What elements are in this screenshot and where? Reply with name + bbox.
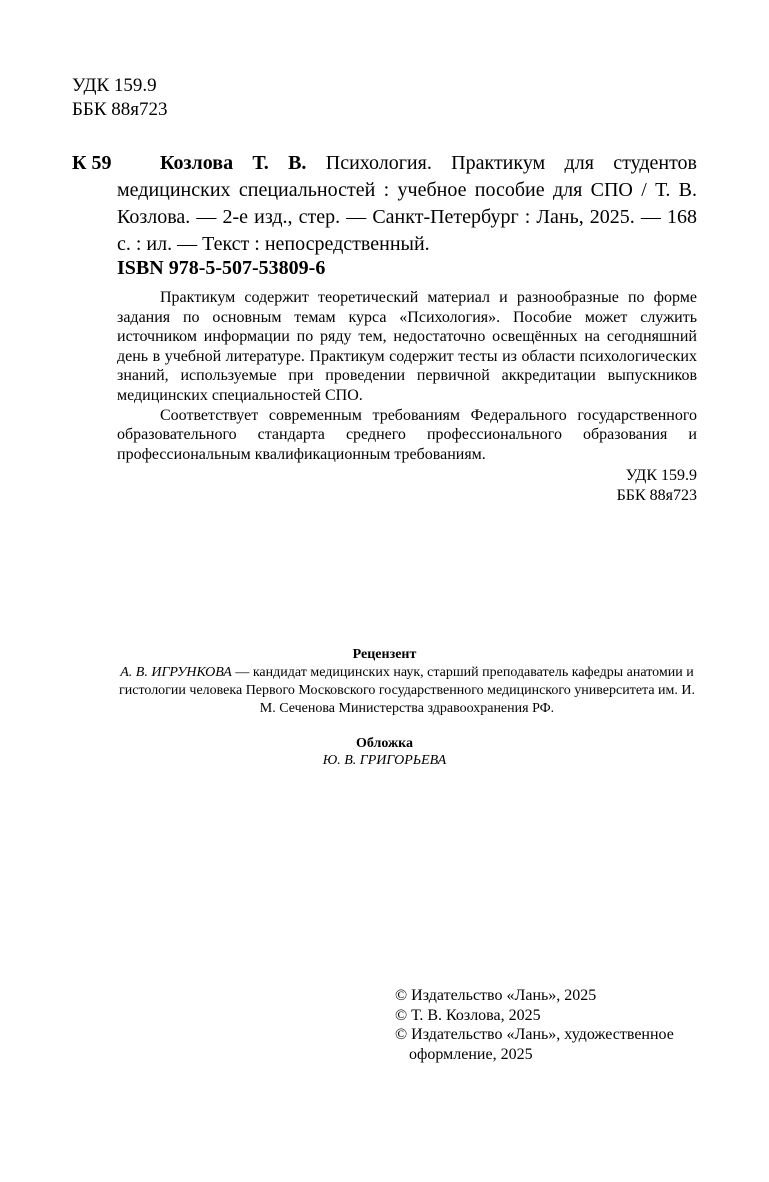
isbn: ISBN 978-5-507-53809-6: [117, 257, 326, 279]
abstract-paragraph: Соответствует современным требованиям Федерального государственного образовательного стандарта среднего профессионального образования и профессиональным квалификационным требованиям.: [117, 406, 697, 463]
udk-block-right: [617, 466, 697, 506]
copyright-line: © Издательство «Лань», художественное оформление, 2025: [395, 1026, 674, 1063]
reviewer-description: — кандидат медицинских наук, старший преподаватель кафедры анатомии и гистологии человека Первого Московского государственного медицинского университета им. И. М. Сеченова Министерства здравоохранения РФ.: [119, 665, 695, 716]
bbk-code: ББК 88я723: [616, 487, 697, 504]
abstract: [117, 288, 697, 464]
udk-code: УДК 159.9: [72, 75, 157, 96]
udk-block-top: [72, 74, 167, 122]
copyright-block: [395, 986, 705, 1064]
reviewer-name: А. В. ИГРУНКОВА: [120, 665, 232, 680]
copyright-line: © Издательство «Лань», 2025: [395, 987, 597, 1004]
cover-designer: Ю. В. ГРИГОРЬЕВА: [322, 753, 447, 768]
reviewer-heading: Рецензент: [352, 647, 417, 662]
udk-code: УДК 159.9: [625, 467, 697, 484]
bibliographic-record: [117, 150, 697, 258]
copyright-line: © Т. В. Козлова, 2025: [395, 1006, 541, 1024]
reviewer-info: [117, 664, 697, 718]
bibliographic-description: Психология. Практикум для студентов медицинских специальностей : учебное пособие для СПО / Т. В. Козлова. — 2-е изд., стер. — Санкт-Петербург : Лань, 2025. — 168 с. : ил. — Текст : непосредственный.: [117, 152, 697, 255]
author-name: Козлова Т. В.: [160, 152, 307, 174]
bbk-code: ББК 88я723: [72, 99, 168, 120]
abstract-paragraph: Практикум содержит теоретический материал и разнообразные по форме задания по основным темам курса «Психология». Пособие может служить источником информации по ряду тем, недостаточно освещённых на сегодняшний день в учебной литературе. Практикум содержит тесты из области психологических знаний, используемые при проведении первичной аккредитации выпускников медицинских специальностей СПО.: [117, 289, 697, 404]
author-mark: К 59: [72, 152, 112, 174]
cover-heading: Обложка: [355, 736, 414, 751]
